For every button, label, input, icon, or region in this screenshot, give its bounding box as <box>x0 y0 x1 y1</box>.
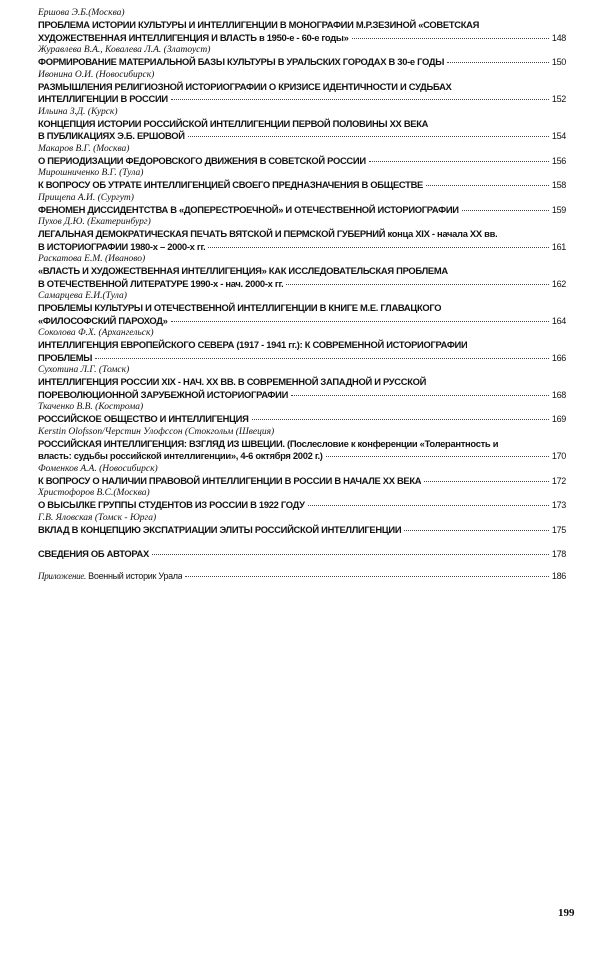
entry-page-number: 152 <box>551 94 566 104</box>
page-number: 199 <box>558 907 575 919</box>
toc-entry <box>38 70 566 106</box>
entry-title: ИНТЕЛЛИГЕНЦИЯ ЕВРОПЕЙСКОГО СЕВЕРА (1917 - 1941 гг.): К СОВРЕМЕННОЙ ИСТОРИОГРАФИИ <box>38 339 468 350</box>
leader-dots <box>369 161 549 162</box>
entry-title-line <box>38 204 566 217</box>
entry-page-number: 175 <box>551 524 566 535</box>
entry-page-number: 158 <box>551 180 566 190</box>
leader-dots <box>352 38 549 39</box>
toc-entry <box>38 254 566 290</box>
entry-title: В ИСТОРИОГРАФИИ 1980-х – 2000-х гг. <box>38 240 206 252</box>
entry-page-number: 161 <box>551 241 566 252</box>
toc-entry <box>38 45 566 69</box>
entry-page-number: 148 <box>551 32 566 43</box>
entry-title: «ФИЛОСОФСКИЙ ПАРОХОД» <box>38 314 168 326</box>
appendix-title: Военный историк Урала <box>88 570 183 581</box>
entry-page-number: 166 <box>551 352 566 363</box>
entry-title-line <box>38 499 566 512</box>
leader-dots <box>286 284 548 285</box>
leader-dots <box>208 247 548 248</box>
leader-dots <box>326 456 549 457</box>
entry-page-number: 164 <box>551 315 566 326</box>
entry-title-line <box>38 93 566 106</box>
leader-dots <box>308 505 549 506</box>
toc-entry <box>38 168 566 192</box>
entry-page-number: 170 <box>551 451 566 461</box>
entry-author: Пухов Д.Ю. (Екатеринбург) <box>38 217 151 227</box>
toc-entry <box>38 217 566 253</box>
entry-title-line <box>38 56 566 69</box>
entry-title: КОНЦЕПЦИЯ ИСТОРИИ РОССИЙСКОЙ ИНТЕЛЛИГЕНЦИИ ПЕРВОЙ ПОЛОВИНЫ XX ВЕКА <box>38 117 429 129</box>
entry-title: ПРОБЛЕМЫ <box>38 351 93 363</box>
entry-title-line <box>38 265 566 278</box>
entry-title: ПРОБЛЕМЫ КУЛЬТУРЫ И ОТЕЧЕСТВЕННОЙ ИНТЕЛЛИГЕНЦИИ В КНИГЕ М.Е. ГЛАВАЦКОГО <box>38 302 442 313</box>
entry-page-number: 150 <box>551 57 566 67</box>
entry-page-number: 169 <box>551 414 566 424</box>
entry-author: Самарцева Е.И.(Тула) <box>38 291 127 301</box>
entry-author: Г.В. Яловская (Томск - Юрга) <box>38 512 157 523</box>
entry-title-line <box>38 32 566 45</box>
entry-title-line <box>38 389 566 402</box>
authors-section-title: СВЕДЕНИЯ ОБ АВТОРАХ <box>38 548 149 559</box>
entry-title: ИНТЕЛЛИГЕНЦИЯ РОССИИ XIX - НАЧ. XX ВВ. В СОВРЕМЕННОЙ ЗАПАДНОЙ И РУССКОЙ <box>38 376 427 387</box>
authors-section-page: 178 <box>551 549 566 559</box>
leader-dots <box>291 395 549 396</box>
toc-entry <box>38 291 566 327</box>
entry-title: ФЕНОМЕН ДИССИДЕНТСТВА В «ДОПЕРЕСТРОЕЧНОЙ» И ОТЕЧЕСТВЕННОЙ ИСТОРИОГРАФИИ <box>38 203 459 215</box>
entry-page-number: 154 <box>551 131 566 141</box>
leader-dots <box>171 321 549 322</box>
entry-title: РОССИЙСКОЕ ОБЩЕСТВО И ИНТЕЛЛИГЕНЦИЯ <box>38 413 249 424</box>
entry-title-line <box>38 81 566 94</box>
entry-author: Христофоров В.С.(Москва) <box>38 488 150 498</box>
entry-title-line <box>38 155 566 168</box>
entry-page-number: 159 <box>551 204 566 215</box>
entry-page-number: 156 <box>551 155 566 166</box>
entry-page-number: 172 <box>551 475 566 486</box>
leader-dots <box>171 99 549 100</box>
entry-title: ЛЕГАЛЬНАЯ ДЕМОКРАТИЧЕСКАЯ ПЕЧАТЬ ВЯТСКОЙ И ПЕРМСКОЙ ГУБЕРНИЙ конца XIX - начала XX вв. <box>38 228 498 239</box>
entry-author: Ильина З.Д. (Курск) <box>38 106 118 117</box>
toc-entry <box>38 488 566 512</box>
entry-title: РАЗМЫШЛЕНИЯ РЕЛИГИОЗНОЙ ИСТОРИОГРАФИИ О КРИЗИСЕ ИДЕНТИЧНОСТИ И СУДЬБАХ <box>38 80 452 92</box>
entry-author: Журавлева В.А., Ковалева Л.А. (Златоуст) <box>38 45 211 55</box>
entry-title: РОССИЙСКАЯ ИНТЕЛЛИГЕНЦИЯ: ВЗГЛЯД ИЗ ШВЕЦИИ. (Послесловие к конференции «Толерантность и <box>38 437 499 449</box>
leader-dots <box>152 554 549 555</box>
entry-title: ФОРМИРОВАНИЕ МАТЕРИАЛЬНОЙ БАЗЫ КУЛЬТУРЫ В УРАЛЬСКИХ ГОРОДАХ В 30-е ГОДЫ <box>38 56 445 67</box>
entry-author: Макаров В.Г. (Москва) <box>38 143 130 154</box>
entry-title-line <box>38 475 566 488</box>
leader-dots <box>424 481 549 482</box>
entry-author: Kerstin Olofsson/Черстин Улофссон (Стокгольм (Швеция) <box>38 426 275 437</box>
toc-entry <box>38 193 566 217</box>
entry-title: В ОТЕЧЕСТВЕННОЙ ЛИТЕРАТУРЕ 1990-х - нач. 2000-х гг. <box>38 277 284 289</box>
entry-title: ИНТЕЛЛИГЕНЦИИ В РОССИИ <box>38 93 168 104</box>
entry-author: Ершова Э.Б.(Москва) <box>38 8 125 18</box>
entry-author: Прищепа А.И. (Сургут) <box>38 192 134 203</box>
entry-title-line <box>38 241 566 254</box>
entry-title-line <box>38 130 566 143</box>
toc-entry <box>38 464 566 488</box>
leader-dots <box>404 530 549 531</box>
appendix-entry <box>38 570 566 583</box>
appendix-text <box>38 570 182 583</box>
entry-title: «ВЛАСТЬ И ХУДОЖЕСТВЕННАЯ ИНТЕЛЛИГЕНЦИЯ» КАК ИССЛЕДОВАТЕЛЬСКАЯ ПРОБЛЕМА <box>38 265 448 276</box>
entry-title: ХУДОЖЕСТВЕННАЯ ИНТЕЛЛИГЕНЦИЯ И ВЛАСТЬ в 1950-е - 60-е годы» <box>38 31 349 43</box>
entry-title-line <box>38 352 566 365</box>
entry-author: Мирошниченко В.Г. (Тула) <box>38 168 144 178</box>
toc-entry <box>38 402 566 426</box>
entry-title-line <box>38 524 566 537</box>
entry-title: О ВЫСЫЛКЕ ГРУППЫ СТУДЕНТОВ ИЗ РОССИИ В 1922 ГОДУ <box>38 499 305 510</box>
appendix-line <box>38 570 566 583</box>
entry-title-line <box>38 179 566 192</box>
entry-title-line <box>38 228 566 241</box>
entry-title: К ВОПРОСУ О НАЛИЧИИ ПРАВОВОЙ ИНТЕЛЛИГЕНЦИИ В РОССИИ В НАЧАЛЕ XX ВЕКА <box>38 474 422 486</box>
entry-page-number: 173 <box>551 500 566 510</box>
entry-title-line <box>38 438 566 451</box>
entry-title: К ВОПРОСУ ОБ УТРАТЕ ИНТЕЛЛИГЕНЦИЕЙ СВОЕГО ПРЕДНАЗНАЧЕНИЯ В ОБЩЕСТВЕ <box>38 179 424 190</box>
table-of-contents <box>38 8 566 583</box>
entry-title-line <box>38 413 566 426</box>
leader-dots <box>426 185 549 186</box>
entry-author: Ивонина О.И. (Новосибирск) <box>38 69 155 80</box>
entry-title-line <box>38 450 566 463</box>
entry-title: ПРОБЛЕМА ИСТОРИИ КУЛЬТУРЫ И ИНТЕЛЛИГЕНЦИИ В МОНОГРАФИИ М.Р.ЗЕЗИНОЙ «СОВЕТСКАЯ <box>38 19 480 30</box>
leader-dots <box>95 358 549 359</box>
toc-entry <box>38 107 566 143</box>
appendix-label: Приложение. <box>38 570 86 581</box>
leader-dots <box>462 210 549 211</box>
entry-title-line <box>38 339 566 352</box>
authors-section <box>38 548 566 561</box>
entry-title-line <box>38 278 566 291</box>
leader-dots <box>185 576 548 577</box>
entry-title: ПОРЕВОЛЮЦИОННОЙ ЗАРУБЕЖНОЙ ИСТОРИОГРАФИИ <box>38 388 289 400</box>
entry-author: Сухотина Л.Г. (Томск) <box>38 365 130 375</box>
entry-page-number: 162 <box>551 278 566 289</box>
leader-dots <box>188 136 549 137</box>
toc-entry <box>38 328 566 364</box>
entry-title-line <box>38 118 566 131</box>
entry-title-line <box>38 315 566 328</box>
toc-entry <box>38 513 566 537</box>
toc-entry <box>38 365 566 401</box>
leader-dots <box>252 419 549 420</box>
entry-title-line <box>38 19 566 32</box>
entry-title-line <box>38 302 566 315</box>
entry-author: Фоменков А.А. (Новосибирск) <box>38 463 158 474</box>
toc-entry <box>38 144 566 168</box>
entry-title: В ПУБЛИКАЦИЯХ Э.Б. ЕРШОВОЙ <box>38 130 185 141</box>
entry-page-number: 168 <box>551 389 566 400</box>
leader-dots <box>447 62 549 63</box>
entry-title-line <box>38 376 566 389</box>
toc-entry <box>38 427 566 463</box>
entry-title: О ПЕРИОДИЗАЦИИ ФЕДОРОВСКОГО ДВИЖЕНИЯ В СОВЕТСКОЙ РОССИИ <box>38 154 366 166</box>
entry-title: ВКЛАД В КОНЦЕПЦИЮ ЭКСПАТРИАЦИИ ЭЛИТЫ РОССИЙСКОЙ ИНТЕЛЛИГЕНЦИИ <box>38 523 402 535</box>
entry-author: Ткаченко В.В. (Кострома) <box>38 402 144 412</box>
entry-author: Соколова Ф.Х. (Архангельск) <box>38 328 154 338</box>
entry-author: Раскатова Е.М. (Иваново) <box>38 254 146 264</box>
toc-entry <box>38 8 566 44</box>
authors-section-line <box>38 548 566 561</box>
appendix-page: 186 <box>551 570 566 581</box>
entry-title: власть: судьбы российской интеллигенции», 4-6 октября 2002 г.) <box>38 450 323 461</box>
